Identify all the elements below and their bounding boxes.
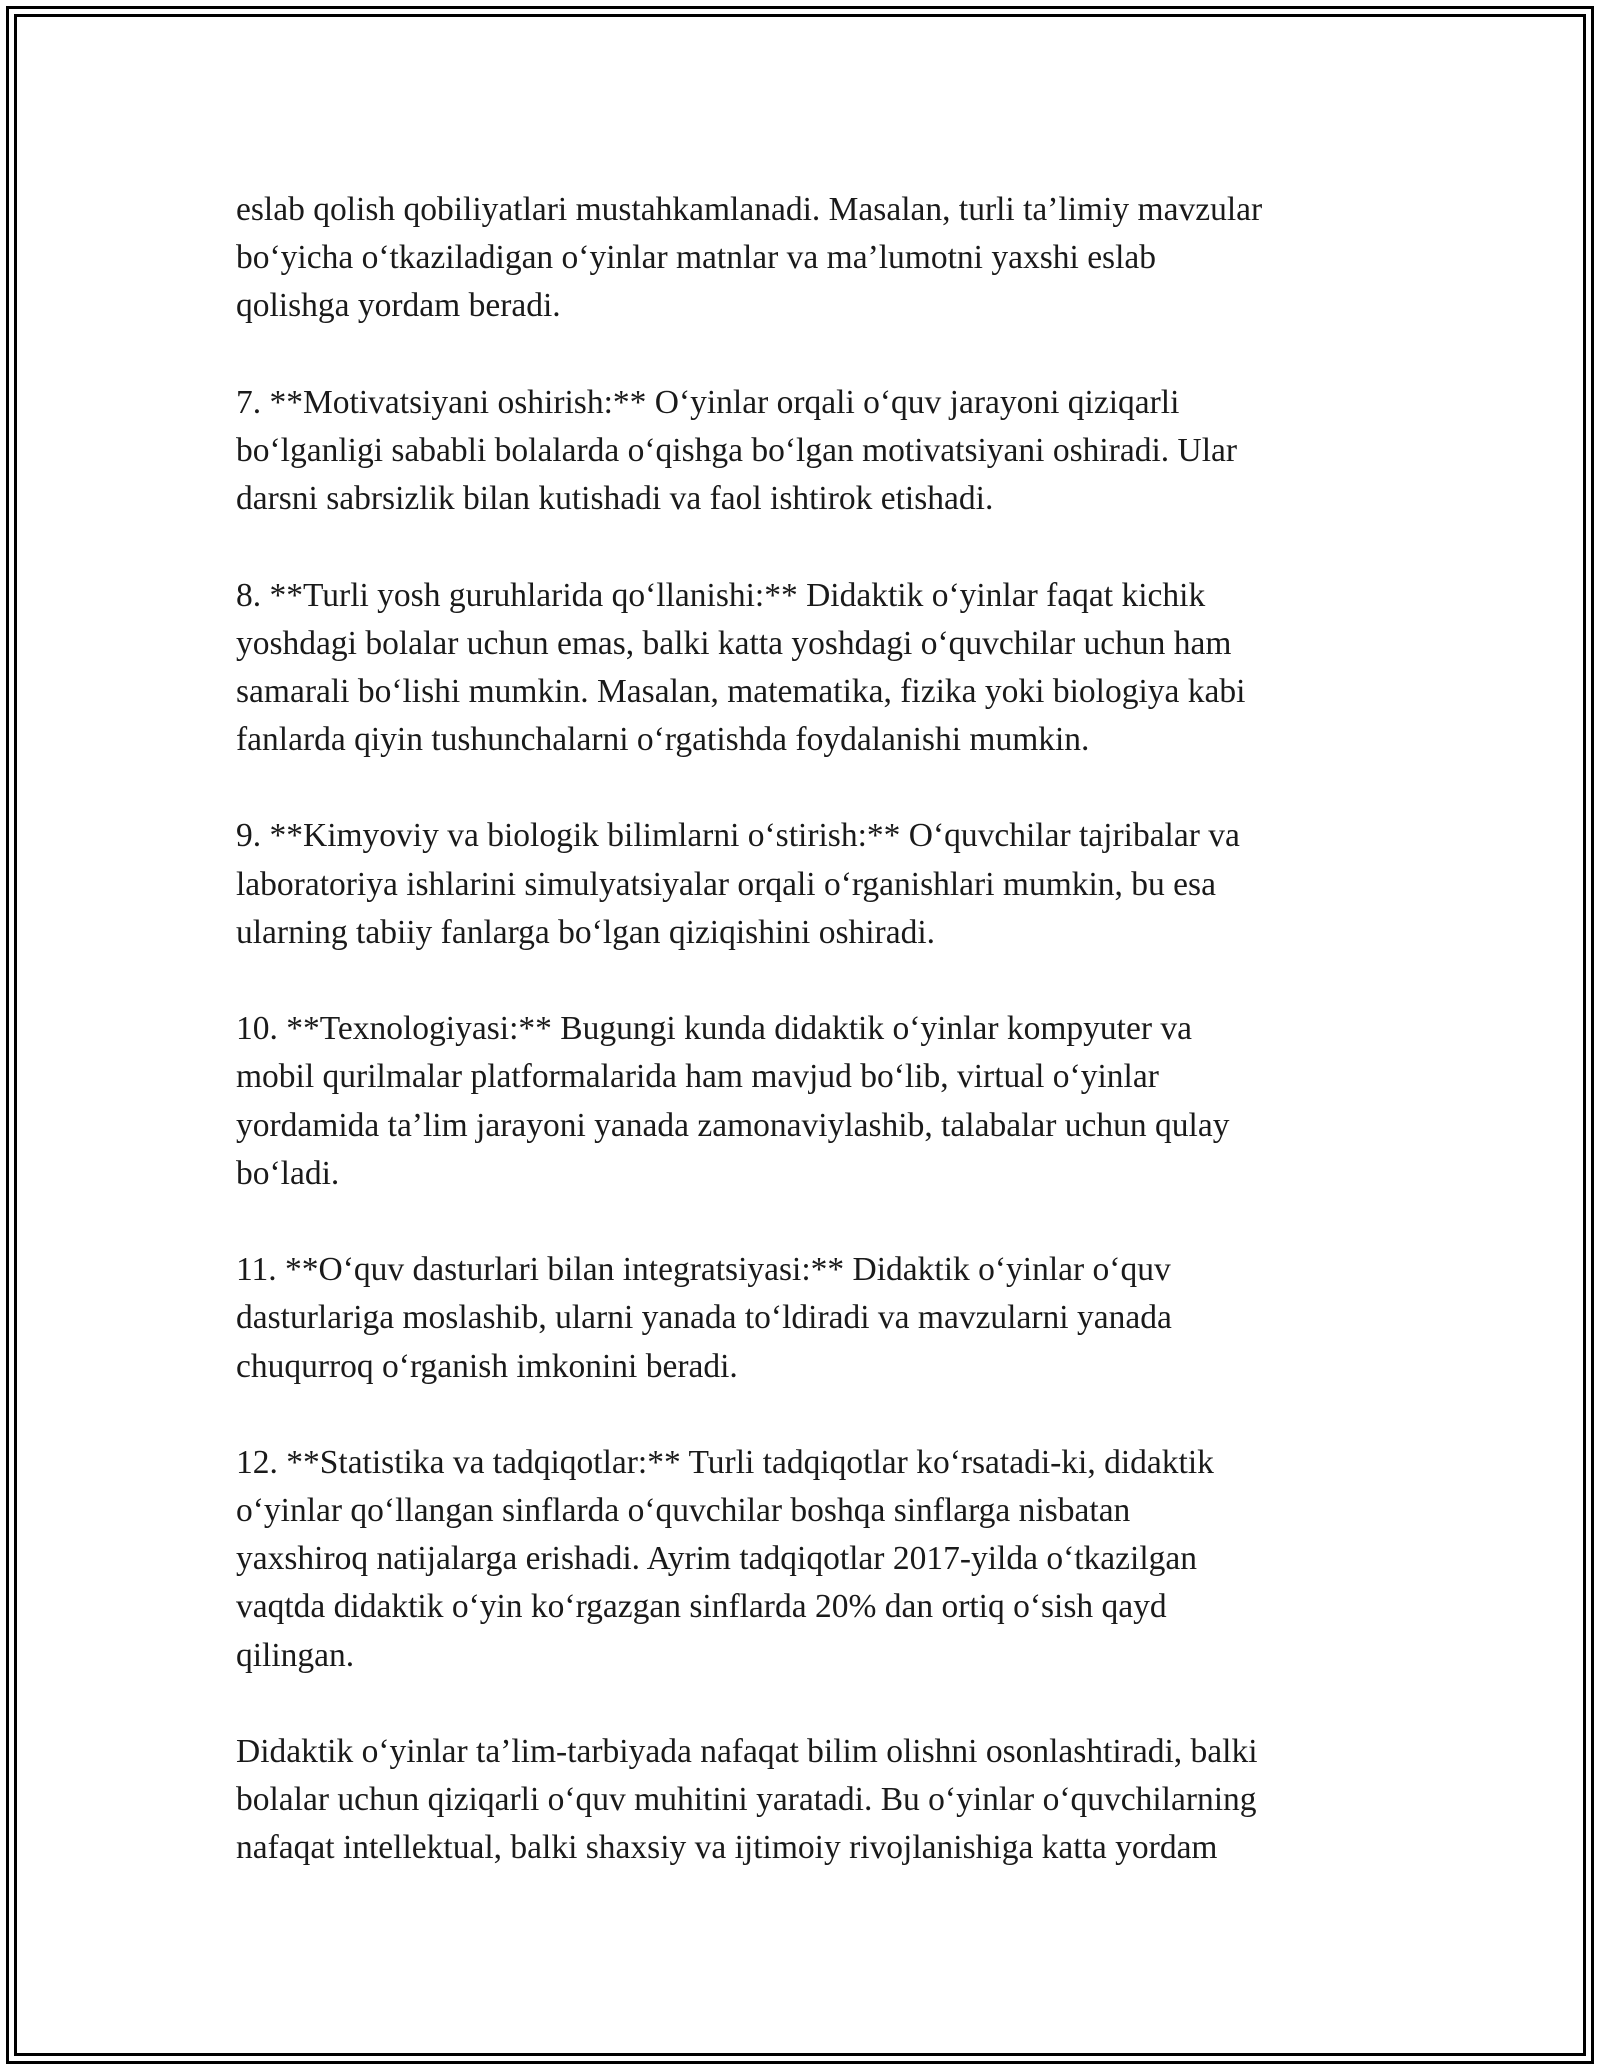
text-line: chuqurroq o‘rganish imkonini beradi. [236, 1347, 738, 1385]
text-line: ularning tabiiy fanlarga bo‘lgan qiziqishini oshiradi. [236, 913, 936, 951]
text-line: Didaktik o‘yinlar ta’lim-tarbiyada nafaqat bilim olishni osonlashtiradi, balki [236, 1733, 1258, 1770]
paragraph-item-8 [236, 572, 1366, 765]
paragraph-item-7 [236, 379, 1366, 524]
text-line: 12. **Statistika va tadqiqotlar:** Turli tadqiqotlar ko‘rsatadi-ki, didaktik [236, 1443, 1214, 1481]
text-line: bo‘yicha o‘tkaziladigan o‘yinlar matnlar va ma’lumotni yaxshi eslab [236, 239, 1157, 277]
text-line: 11. **O‘quv dasturlari bilan integratsiyasi:** Didaktik o‘yinlar o‘quv [236, 1251, 1171, 1289]
paragraph-item-10 [236, 1005, 1366, 1198]
text-line: eslab qolish qobiliyatlari mustahkamlanadi. Masalan, turli ta’limiy mavzular [236, 191, 1263, 228]
text-line: samarali bo‘lishi mumkin. Masalan, matematika, fizika yoki biologiya kabi [236, 672, 1246, 710]
text-line: laboratoriya ishlarini simulyatsiyalar orqali o‘rganishlari mumkin, bu esa [236, 865, 1216, 903]
text-line: bolalar uchun qiziqarli o‘quv muhitini yaratadi. Bu o‘yinlar o‘quvchilarning [236, 1781, 1257, 1819]
paragraph-item-9 [236, 812, 1366, 957]
text-line: yaxshiroq natijalarga erishadi. Ayrim tadqiqotlar 2017-yilda o‘tkazilgan [236, 1540, 1198, 1578]
text-line: 9. **Kimyoviy va biologik bilimlarni o‘stirish:** O‘quvchilar tajribalar va [236, 817, 1240, 855]
paragraph-item-12 [236, 1439, 1366, 1680]
paragraph-conclusion [236, 1728, 1366, 1873]
text-line: bo‘ladi. [236, 1154, 340, 1192]
text-line: darsni sabrsizlik bilan kutishadi va faol ishtirok etishadi. [236, 480, 994, 518]
text-line: 7. **Motivatsiyani oshirish:** O‘yinlar orqali o‘quv jarayoni qiziqarli [236, 383, 1180, 421]
text-line: vaqtda didaktik o‘yin ko‘rgazgan sinflarda 20% dan ortiq o‘sish qayd [236, 1588, 1167, 1626]
text-line: o‘yinlar qo‘llangan sinflarda o‘quvchilar boshqa sinflarga nisbatan [236, 1492, 1131, 1530]
text-line: mobil qurilmalar platformalarida ham mavjud bo‘lib, virtual o‘yinlar [236, 1058, 1159, 1096]
text-line: dasturlariga moslashib, ularni yanada to‘ldiradi va mavzularni yanada [236, 1299, 1172, 1337]
text-line: bo‘lganligi sababli bolalarda o‘qishga bo‘lgan motivatsiyani oshiradi. Ular [236, 431, 1238, 469]
text-line: nafaqat intellektual, balki shaxsiy va ijtimoiy rivojlanishiga katta yordam [236, 1829, 1218, 1867]
paragraph-memory-continuation [236, 186, 1366, 331]
document-body [236, 186, 1366, 1921]
text-line: fanlarda qiyin tushunchalarni o‘rgatishda foydalanishi mumkin. [236, 721, 1090, 759]
text-line: qilingan. [236, 1636, 355, 1674]
text-line: qolishga yordam beradi. [236, 287, 561, 325]
paragraph-item-11 [236, 1246, 1366, 1391]
text-line: yordamida ta’lim jarayoni yanada zamonaviylashib, talabalar uchun qulay [236, 1106, 1230, 1144]
text-line: 8. **Turli yosh guruhlarida qo‘llanishi:** Didaktik o‘yinlar faqat kichik [236, 576, 1206, 614]
text-line: yoshdagi bolalar uchun emas, balki katta yoshdagi o‘quvchilar uchun ham [236, 624, 1232, 662]
text-line: 10. **Texnologiyasi:** Bugungi kunda didaktik o‘yinlar kompyuter va [236, 1010, 1192, 1048]
